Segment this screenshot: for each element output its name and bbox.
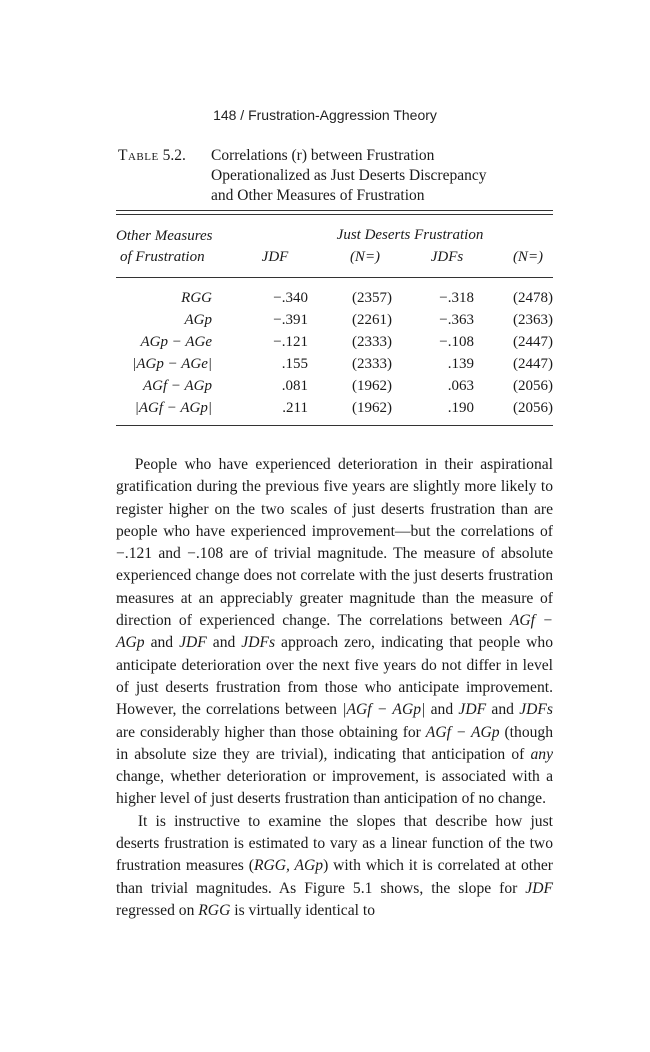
table-header-rule: [116, 277, 553, 278]
stub-header: of Frustration: [120, 249, 205, 265]
cell-jdfs: −.108: [439, 334, 474, 350]
table-title: [211, 146, 551, 206]
stub-header: Other Measures: [116, 228, 213, 244]
cell-jdfs: .063: [447, 378, 474, 394]
running-head: 148 / Frustration-Aggression Theory: [213, 107, 437, 123]
col-header-n2: (N=): [512, 249, 544, 265]
cell-n2: (2447): [513, 356, 553, 372]
cell-n1: (1962): [352, 400, 392, 416]
cell-n1: (2261): [352, 312, 392, 328]
cell-jdf: .211: [282, 400, 308, 416]
table-title-line: Correlations (r) between Frustration: [211, 147, 435, 164]
cell-n2: (2363): [513, 312, 553, 328]
cell-n2: (2056): [513, 378, 553, 394]
cell-n1: (1962): [352, 378, 392, 394]
table-top-rule: [116, 214, 553, 215]
paragraph: People who have experienced deterioration in their aspirational gratification during the previous five years are slightly more likely to register higher on the two scales of just deserts frustration than are people who have experienced improvement—but the correlations of −.121 and −.108 are of trivial magnitude. The measure of absolute experienced change does not correlate with the just deserts frustration measures at an appreciably greater magnitude than the measure of direction of experienced change. The correlations between AGf − AGp and JDF and JDFs approach zero, indicating that people who anticipate deterioration over the next five years do not differ in level of just deserts frustration from those who anticipate improvement. However, the correlations between |AGf − AGp| and JDF and JDFs are considerably higher than those obtaining for AGf − AGp (though in absolute size they are trivial), indicating that anticipation of any change, whether deterioration or improvement, is associated with a higher level of just deserts frustration than anticipation of no change.: [116, 456, 554, 808]
col-header-jdf: JDF: [261, 249, 289, 265]
cell-jdfs: .190: [447, 400, 474, 416]
row-label: |AGp − AGe|: [132, 356, 212, 372]
cell-jdf: −.340: [273, 290, 308, 306]
paragraph: It is instructive to examine the slopes that describe how just deserts frustration is estimated to vary as a linear function of the two frustration measures (RGG, AGp) with which it is correlated at other than trivial magnitudes. As Figure 5.1 shows, the slope for JDF regressed on RGG is virtually identical to: [116, 812, 553, 919]
table-label-prefix: Table: [118, 147, 159, 164]
table-top-rule: [116, 210, 553, 211]
row-label: RGG: [181, 290, 212, 306]
row-label: AGp: [184, 312, 212, 328]
cell-n1: (2357): [352, 290, 392, 306]
cell-n1: (2333): [352, 356, 392, 372]
table-title-line: Operationalized as Just Deserts Discrepancy: [211, 167, 487, 184]
row-label: |AGf − AGp|: [134, 400, 212, 416]
cell-jdfs: −.363: [439, 312, 474, 328]
table-label: [118, 146, 186, 166]
cell-jdf: .155: [281, 356, 308, 372]
cell-jdfs: −.318: [439, 290, 474, 306]
cell-n2: (2056): [513, 400, 553, 416]
spanner-header: Just Deserts Frustration: [336, 227, 484, 243]
cell-n1: (2333): [352, 334, 392, 350]
cell-n2: (2447): [513, 334, 553, 350]
cell-jdf: −.121: [273, 334, 308, 350]
row-label: AGf − AGp: [142, 378, 212, 394]
row-label: AGp − AGe: [140, 334, 212, 350]
cell-n2: (2478): [513, 290, 553, 306]
body-text: [116, 454, 553, 922]
cell-jdf: .081: [281, 378, 308, 394]
table-title-line: and Other Measures of Frustration: [211, 187, 425, 204]
col-header-n1: (N=): [349, 249, 381, 265]
table-number: 5.2.: [162, 147, 186, 164]
table-bottom-rule: [116, 425, 553, 426]
cell-jdfs: .139: [447, 356, 474, 372]
col-header-jdfs: JDFs: [430, 249, 464, 265]
cell-jdf: −.391: [273, 312, 308, 328]
